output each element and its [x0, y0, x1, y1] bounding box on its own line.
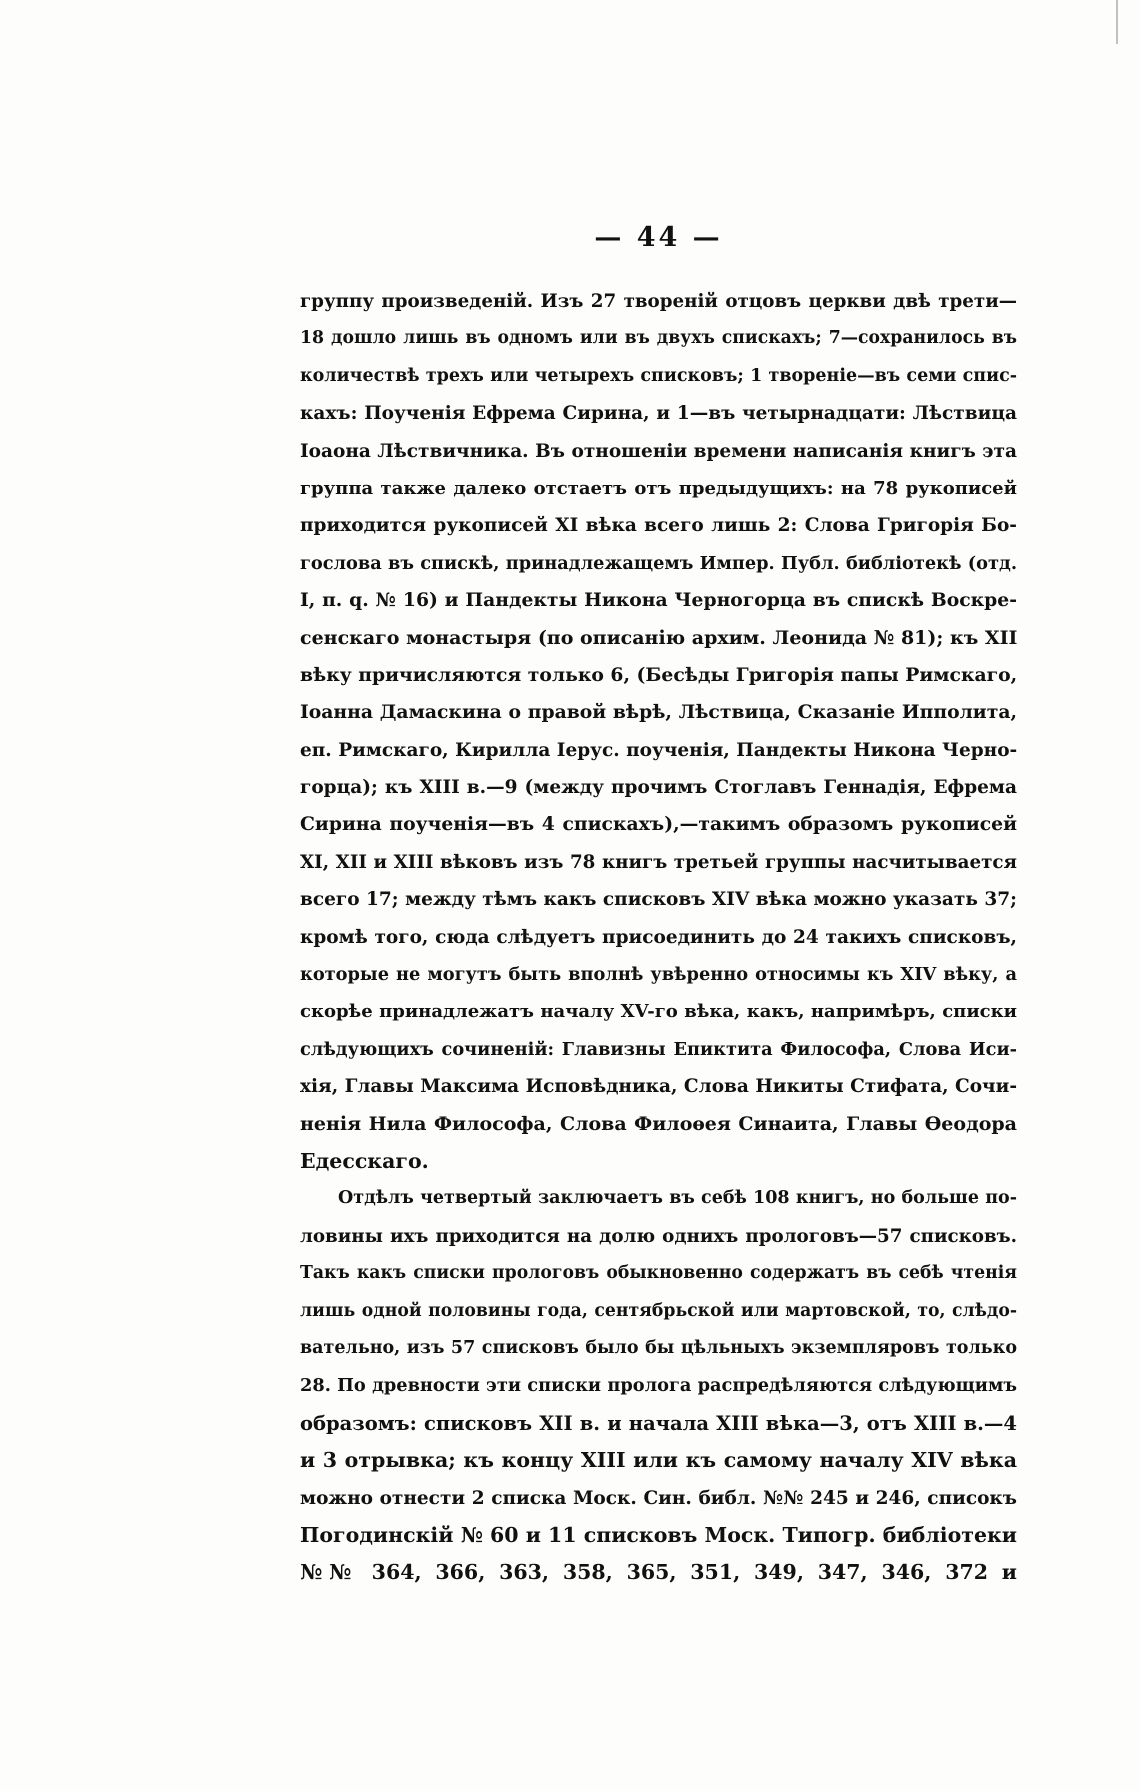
text-line: Іоанна Дамаскина о правой вѣрѣ, Лѣствица, Сказаніе Ипполита,: [300, 701, 1017, 724]
text-line: Іоаона Лѣствичника. Въ отношеніи времени написанія книгъ эта: [300, 440, 1017, 462]
text-line: скорѣе принадлежатъ началу XV-го вѣка, какъ, напримѣръ, списки: [300, 1001, 1017, 1023]
text-line: вательно, изъ 57 списковъ было бы цѣльныхъ экземпляровъ только: [300, 1337, 1017, 1358]
text-line: гослова въ спискѣ, принадлежащемъ Импер. Публ. библіотекѣ (отд.: [300, 552, 1017, 574]
text-line: количествѣ трехъ или четырехъ списковъ; 1 твореніе—въ семи спис-: [300, 365, 1017, 386]
text-line: ловины ихъ приходится на долю однихъ прологовъ—57 списковъ.: [300, 1225, 1017, 1247]
text-line: I, п. q. № 16) и Пандекты Никона Черногорца въ спискѣ Воскре-: [300, 589, 1017, 612]
text-line: хія, Главы Максима Исповѣдника, Слова Никиты Стифата, Сочи-: [300, 1076, 1017, 1098]
text-line: Сирина поученія—въ 4 спискахъ),—такимъ образомъ рукописей: [300, 813, 1017, 836]
text-line: №№ 364, 366, 363, 358, 365, 351, 349, 347, 346, 372 и: [300, 1560, 1017, 1585]
text-line: всего 17; между тѣмъ какъ списковъ XIV вѣка можно указать 37;: [300, 889, 1017, 911]
text-line: и 3 отрывка; къ концу XIII или къ самому началу XIV вѣка: [300, 1448, 1017, 1473]
body-text: [300, 283, 1017, 1592]
text-line: Едесскаго.: [300, 1148, 429, 1173]
paragraph-1: [300, 283, 1017, 1180]
text-line: еп. Римскаго, Кирилла Іерус. поученія, Пандекты Никона Черно-: [300, 739, 1018, 761]
text-line: вѣку причисляются только 6, (Бесѣды Григорія папы Римскаго,: [300, 663, 1018, 686]
page-number: — 44 —: [594, 222, 723, 253]
text-line: можно отнести 2 списка Моск. Син. библ. №№ 245 и 246, списокъ: [300, 1487, 1017, 1509]
text-line: сенскаго монастыря (по описанію архим. Леонида № 81); къ XII: [300, 626, 1018, 649]
text-line: кахъ: Поученія Ефрема Сирина, и 1—въ четырнадцати: Лѣствица: [300, 403, 1017, 425]
text-line: Погодинскій № 60 и 11 списковъ Моск. Типогр. библіотеки: [300, 1522, 1017, 1547]
text-line: горца); къ XIII в.—9 (между прочимъ Стоглавъ Геннадія, Ефрема: [300, 777, 1017, 799]
text-line: Отдѣлъ четвертый заключаетъ въ себѣ 108 книгъ, но больше по-: [338, 1188, 1017, 1209]
paragraph-2: [300, 1180, 1017, 1591]
text-line: 28. По древности эти списки пролога распредѣляются слѣдующимъ: [300, 1375, 1017, 1397]
text-line: группу произведеній. Изъ 27 твореній отцовъ церкви двѣ трети—: [300, 291, 1017, 312]
text-line: которые не могутъ быть вполнѣ увѣренно относимы къ XIV вѣку, а: [300, 964, 1017, 986]
text-line: 18 дошло лишь въ одномъ или въ двухъ спискахъ; 7—сохранилось въ: [300, 328, 1017, 349]
text-line: слѣдующихъ сочиненій: Главизны Епиктита Философа, Слова Иси-: [300, 1038, 1017, 1060]
text-line: приходится рукописей XI вѣка всего лишь 2: Слова Григорія Бо-: [300, 515, 1017, 537]
text-line: ненія Нила Философа, Слова Филоѳея Синаита, Главы Ѳеодора: [300, 1112, 1017, 1135]
scan-edge-mark: [1116, 0, 1118, 44]
text-line: кромѣ того, сюда слѣдуетъ присоединить до 24 такихъ списковъ,: [300, 926, 1017, 948]
text-line: XI, XII и XIII вѣковъ изъ 78 книгъ третьей группы насчитывается: [300, 851, 1017, 873]
text-line: группа также далеко отстаетъ отъ предыдущихъ: на 78 рукописей: [300, 477, 1017, 499]
text-line: образомъ: списковъ XII в. и начала XIII вѣка—3, отъ XIII в.—4: [300, 1411, 1017, 1435]
text-line: Такъ какъ списки прологовъ обыкновенно содержатъ въ себѣ чтенія: [300, 1263, 1017, 1284]
text-line: лишь одной половины года, сентябрьской или мартовской, то, слѣдо-: [300, 1300, 1017, 1321]
